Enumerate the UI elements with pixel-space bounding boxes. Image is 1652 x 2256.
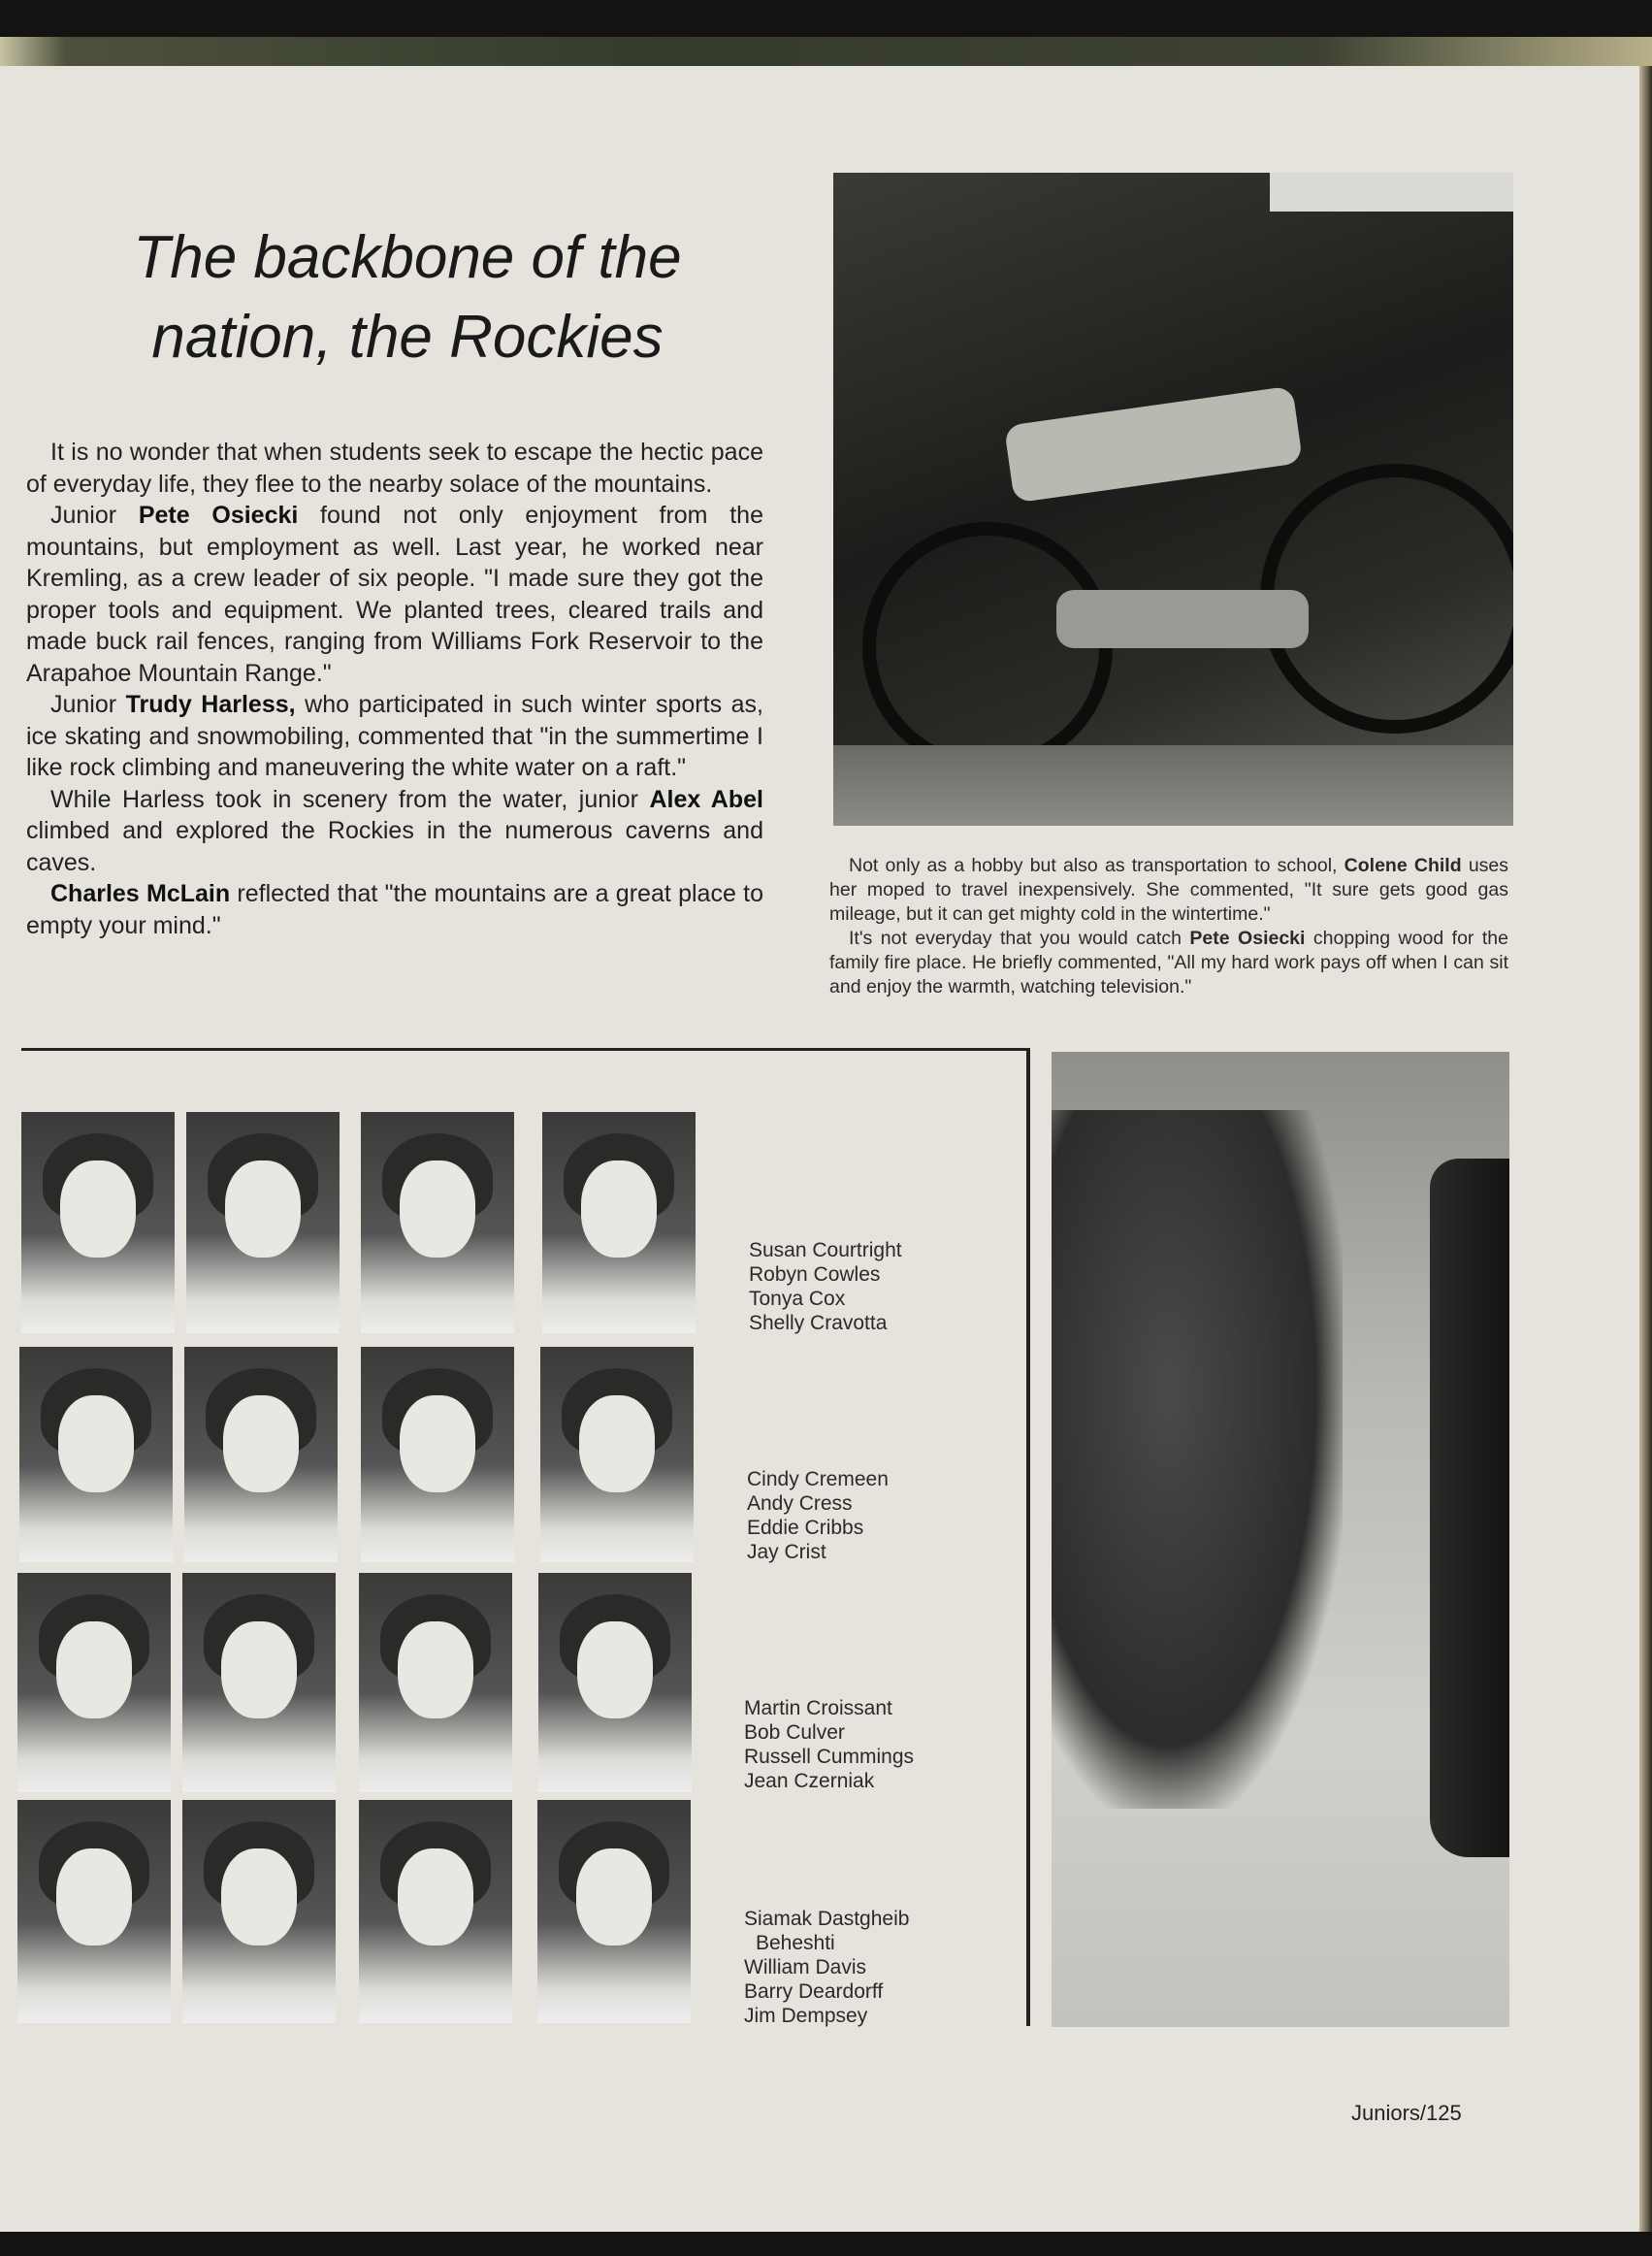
portrait-row-names bbox=[747, 1467, 889, 1564]
portrait-face bbox=[579, 1395, 655, 1492]
portrait-row-names bbox=[749, 1238, 902, 1335]
student-portrait bbox=[17, 1800, 171, 2023]
student-portrait bbox=[17, 1573, 171, 1792]
portrait-face bbox=[581, 1161, 657, 1258]
page-headline bbox=[58, 218, 757, 377]
headline-line-1: The backbone of the bbox=[133, 224, 682, 291]
photo-ground bbox=[833, 745, 1513, 826]
student-portrait bbox=[361, 1112, 514, 1333]
photo-caption bbox=[829, 854, 1508, 999]
portrait-face bbox=[576, 1848, 652, 1945]
student-portrait bbox=[361, 1347, 514, 1562]
caption-text: chopping wood for the family fire place. He briefly commented, "All my hard work pays off when I can sit and enjoy the warmth, watching television." bbox=[829, 928, 1508, 997]
student-name: Shelly Cravotta bbox=[749, 1312, 888, 1334]
caption-paragraph-2 bbox=[829, 927, 1508, 999]
portrait-face bbox=[56, 1621, 132, 1718]
student-name: Pete Osiecki bbox=[1189, 928, 1306, 949]
portrait-face bbox=[56, 1848, 132, 1945]
student-portrait bbox=[21, 1112, 175, 1333]
portrait-face bbox=[398, 1621, 473, 1718]
portrait-face bbox=[400, 1395, 475, 1492]
paragraph-text: Junior bbox=[50, 502, 139, 529]
moped-photo bbox=[833, 173, 1513, 826]
student-portrait bbox=[182, 1800, 336, 2023]
student-name: William Davis bbox=[744, 1956, 866, 1978]
scan-border-band bbox=[0, 37, 1652, 66]
student-name: Andy Cress bbox=[747, 1492, 853, 1515]
student-name: Susan Courtright bbox=[749, 1239, 902, 1261]
portrait-face bbox=[577, 1621, 653, 1718]
caption-text: uses her moped to travel inexpensively. She commented, "It sure gets good gas mileage, but it can get mighty cold in the wintertime." bbox=[829, 855, 1509, 925]
student-name: Pete Osiecki bbox=[138, 502, 299, 529]
portrait-face bbox=[400, 1161, 475, 1258]
photo-background-sky bbox=[1270, 173, 1513, 212]
portrait-face bbox=[223, 1395, 299, 1492]
student-portrait bbox=[19, 1347, 173, 1562]
student-name: Barry Deardorff bbox=[744, 1980, 884, 2003]
student-portrait bbox=[359, 1573, 512, 1792]
student-portrait bbox=[538, 1573, 692, 1792]
student-portrait bbox=[182, 1573, 336, 1792]
portrait-face bbox=[221, 1621, 297, 1718]
student-name: Charles McLain bbox=[50, 880, 231, 907]
student-name: Russell Cummings bbox=[744, 1746, 915, 1768]
article-paragraph-5 bbox=[26, 878, 763, 941]
paragraph-text: reflected that "the mountains are a great place to empty your mind." bbox=[26, 880, 763, 939]
student-portrait bbox=[537, 1800, 691, 2023]
portrait-face bbox=[225, 1161, 301, 1258]
caption-text: Not only as a hobby but also as transportation to school, bbox=[849, 855, 1344, 876]
student-portrait bbox=[542, 1112, 696, 1333]
student-name: Cindy Cremeen bbox=[747, 1468, 889, 1490]
portrait-row-names bbox=[744, 1696, 914, 1793]
student-portrait bbox=[359, 1800, 512, 2023]
caption-paragraph-1 bbox=[829, 854, 1508, 927]
student-name: Eddie Cribbs bbox=[747, 1517, 864, 1539]
caption-text: It's not everyday that you would catch bbox=[849, 928, 1190, 949]
paragraph-text: who participated in such winter sports as, ice skating and snowmobiling, commented that "in the summertime I like rock climbing and maneuvering the white water on a raft." bbox=[26, 691, 763, 781]
paragraph-text: Junior bbox=[50, 691, 126, 718]
student-name: Martin Croissant bbox=[744, 1697, 892, 1719]
student-portrait bbox=[184, 1347, 338, 1562]
photo-tree-stump bbox=[1430, 1159, 1509, 1857]
article-paragraph-1 bbox=[26, 437, 763, 500]
student-portrait bbox=[186, 1112, 340, 1333]
article-paragraph-4 bbox=[26, 784, 763, 879]
portrait-face bbox=[398, 1848, 473, 1945]
student-name: Siamak Dastgheib bbox=[744, 1908, 910, 1930]
student-name: Jim Dempsey bbox=[744, 2005, 868, 2027]
student-portrait bbox=[540, 1347, 694, 1562]
scan-top-edge bbox=[0, 0, 1652, 37]
book-spine-edge bbox=[1639, 66, 1652, 2240]
chopping-wood-photo bbox=[1052, 1052, 1509, 2027]
article-body bbox=[26, 437, 763, 941]
student-name: Trudy Harless, bbox=[125, 691, 296, 718]
paragraph-text: It is no wonder that when students seek to escape the hectic pace of everyday life, they flee to the nearby solace of the mountains. bbox=[26, 439, 763, 498]
paragraph-text: While Harless took in scenery from the water, junior bbox=[50, 785, 650, 813]
student-name: Jean Czerniak bbox=[744, 1770, 875, 1792]
paragraph-text: climbed and explored the Rockies in the numerous caverns and caves. bbox=[26, 817, 763, 876]
student-name: Alex Abel bbox=[649, 785, 763, 813]
headline-line-2: nation, the Rockies bbox=[151, 304, 664, 371]
article-paragraph-3 bbox=[26, 689, 763, 784]
portrait-face bbox=[58, 1395, 134, 1492]
paragraph-text: found not only enjoyment from the mountains, but employment as well. Last year, he worked near Kremling, as a crew leader of six people. "I made sure they got the proper tools and equipment. We planted trees, cleared trails and made buck rail fences, ranging from Williams Fork Reservoir to the Arapahoe Mountain Range." bbox=[26, 502, 763, 687]
article-paragraph-2 bbox=[26, 500, 763, 689]
moped-chain-guard bbox=[1056, 590, 1309, 648]
student-name: Jay Crist bbox=[747, 1541, 826, 1563]
portrait-face bbox=[221, 1848, 297, 1945]
photo-figure bbox=[1052, 1110, 1343, 1809]
student-name: Beheshti bbox=[756, 1932, 835, 1954]
student-name: Robyn Cowles bbox=[749, 1263, 881, 1286]
moped-frame bbox=[1004, 386, 1303, 504]
portrait-row-names bbox=[744, 1907, 909, 2028]
student-name: Colene Child bbox=[1344, 855, 1462, 876]
portrait-face bbox=[60, 1161, 136, 1258]
student-name: Bob Culver bbox=[744, 1721, 845, 1744]
scan-bottom-edge bbox=[0, 2232, 1652, 2256]
student-name: Tonya Cox bbox=[749, 1288, 846, 1310]
page-folio: Juniors/125 bbox=[1351, 2101, 1462, 2125]
